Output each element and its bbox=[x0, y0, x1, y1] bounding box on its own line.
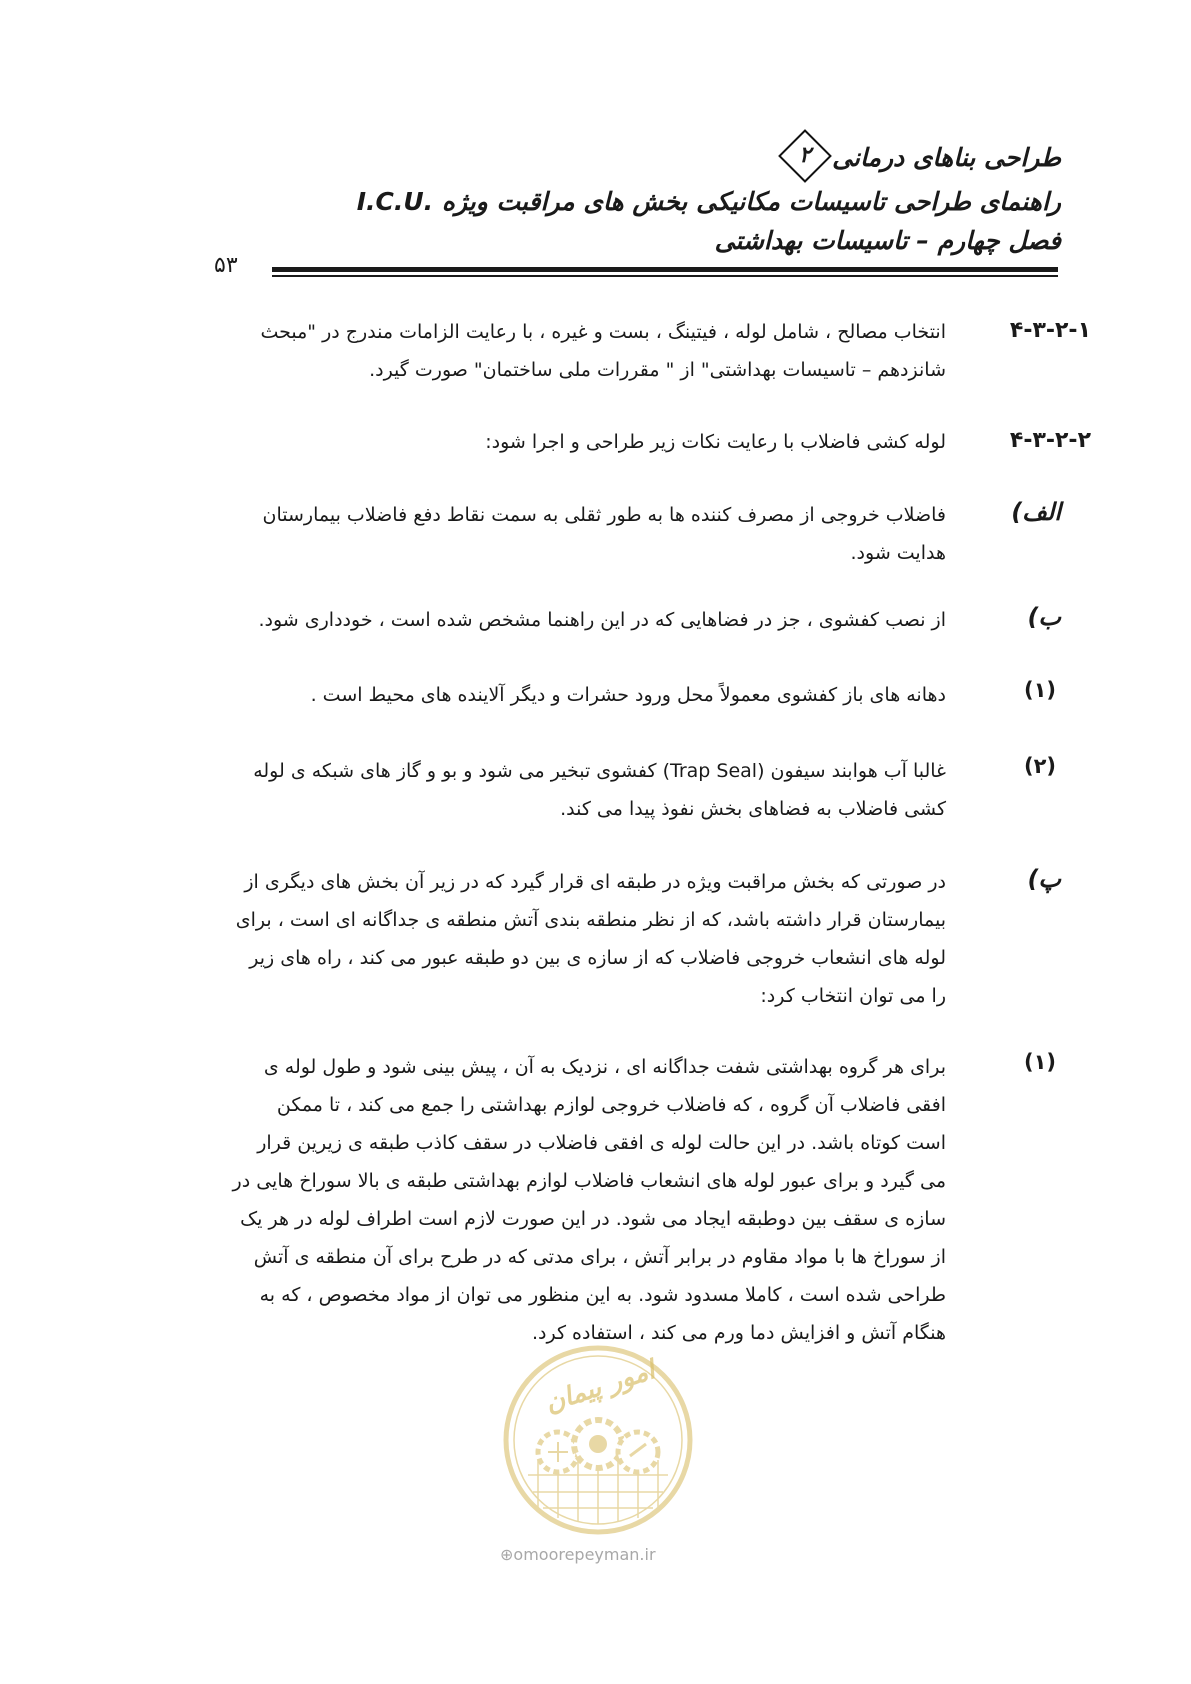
section-number: ۴-۳-۲-۲ bbox=[1009, 428, 1091, 453]
watermark-url-text: omoorepeyman.ir bbox=[513, 1545, 656, 1564]
watermark-logo-text: امور پیمان bbox=[541, 1355, 659, 1419]
subitem-text: دهانه های باز کفشوی معمولاً محل ورود حشرات و دیگر آلاینده های محیط است . bbox=[310, 684, 946, 706]
volume-number: ۲ bbox=[799, 143, 812, 168]
item-text: فاضلاب خروجی از مصرف کننده ها به طور ثقلی به سمت نقاط دفع فاضلاب بیمارستان هدایت شود. bbox=[262, 504, 946, 564]
guide-title: راهنمای طراحی تاسیسات مکانیکی بخش های مراقبت ویژه .I.C.U bbox=[356, 187, 1061, 216]
item-label: الف) bbox=[1011, 498, 1061, 526]
book-title-text: طراحی بناهای درمانی bbox=[832, 143, 1061, 172]
section-text: انتخاب مصالح ، شامل لوله ، فیتینگ ، بست و غیره ، با رعایت الزامات مندرج در "مبحث شانزدهم – تاسیسات بهداشتی" از " مقررات ملی ساختمان" صورت گیرد. bbox=[260, 321, 946, 381]
subitem-label: (۱) bbox=[1023, 678, 1056, 702]
subitem-text: برای هر گروه بهداشتی شفت جداگانه ای ، نزدیک به آن ، پیش بینی شود و طول لوله ی افقی فاضلاب آن گروه ، که فاضلاب خروجی لوازم بهداشتی را جمع می کند ، تا ممکن است کوتاه باشد. در این حالت لوله ی افقی فاضلاب در سقف کاذب طبقه ی زیرین قرار می گیرد و برای عبور لوله های انشعاب فاضلاب لوازم بهداشتی طبقه ی بالا سوراخ هایی در سازه ی سقف بین دوطبقه ایجاد می شود. در این صورت لازم است اطراف لوله در هر یک از سوراخ ها با مواد مقاوم در برابر آتش ، برای مدتی که در طرح برای آن منطقه ی آتش طراحی شده است ، کاملا مسدود شود. به این منظور می توان از مواد مخصوص ، که به هنگام آتش و افزایش دما ورم می کند ، استفاده کرد. bbox=[232, 1056, 946, 1344]
chapter-title: فصل چهارم – تاسیسات بهداشتی bbox=[714, 226, 1061, 255]
volume-badge bbox=[778, 129, 832, 183]
section-number: ۴-۳-۲-۱ bbox=[1009, 318, 1091, 343]
header-rule-thick bbox=[272, 267, 1058, 272]
section-text: لوله کشی فاضلاب با رعایت نکات زیر طراحی و اجرا شود: bbox=[485, 431, 946, 453]
subitem-label: (۲) bbox=[1023, 754, 1056, 778]
item-label: ب) bbox=[1027, 603, 1061, 631]
item-text: از نصب کفشوی ، جز در فضاهایی که در این راهنما مشخص شده است ، خودداری شود. bbox=[258, 609, 946, 631]
page-number: ۵۳ bbox=[214, 253, 238, 278]
watermark-globe-icon: ⊕ bbox=[500, 1545, 514, 1564]
item-text: در صورتی که بخش مراقبت ویژه در طبقه ای قرار گیرد که در زیر آن بخش های دیگری از بیمارستان قرار داشته باشد، که از نظر منطقه بندی آتش منطقه ی جداگانه ای است ، برای لوله های انشعاب خروجی فاضلاب که از سازه ی بین دو طبقه عبور می کند ، راه های زیر را می توان انتخاب کرد: bbox=[235, 871, 946, 1007]
subitem-text: غالبا آب هوابند سیفون (Trap Seal) کفشوی تبخیر می شود و بو و گاز های شبکه ی لوله کشی فاضلاب به فضاهای بخش نفوذ پیدا می کند. bbox=[253, 760, 946, 820]
watermark-url bbox=[500, 1545, 656, 1564]
book-title bbox=[778, 140, 1061, 178]
item-label: پ) bbox=[1027, 865, 1061, 893]
subitem-label: (۱) bbox=[1023, 1050, 1056, 1074]
header-rule-thin bbox=[272, 275, 1058, 277]
